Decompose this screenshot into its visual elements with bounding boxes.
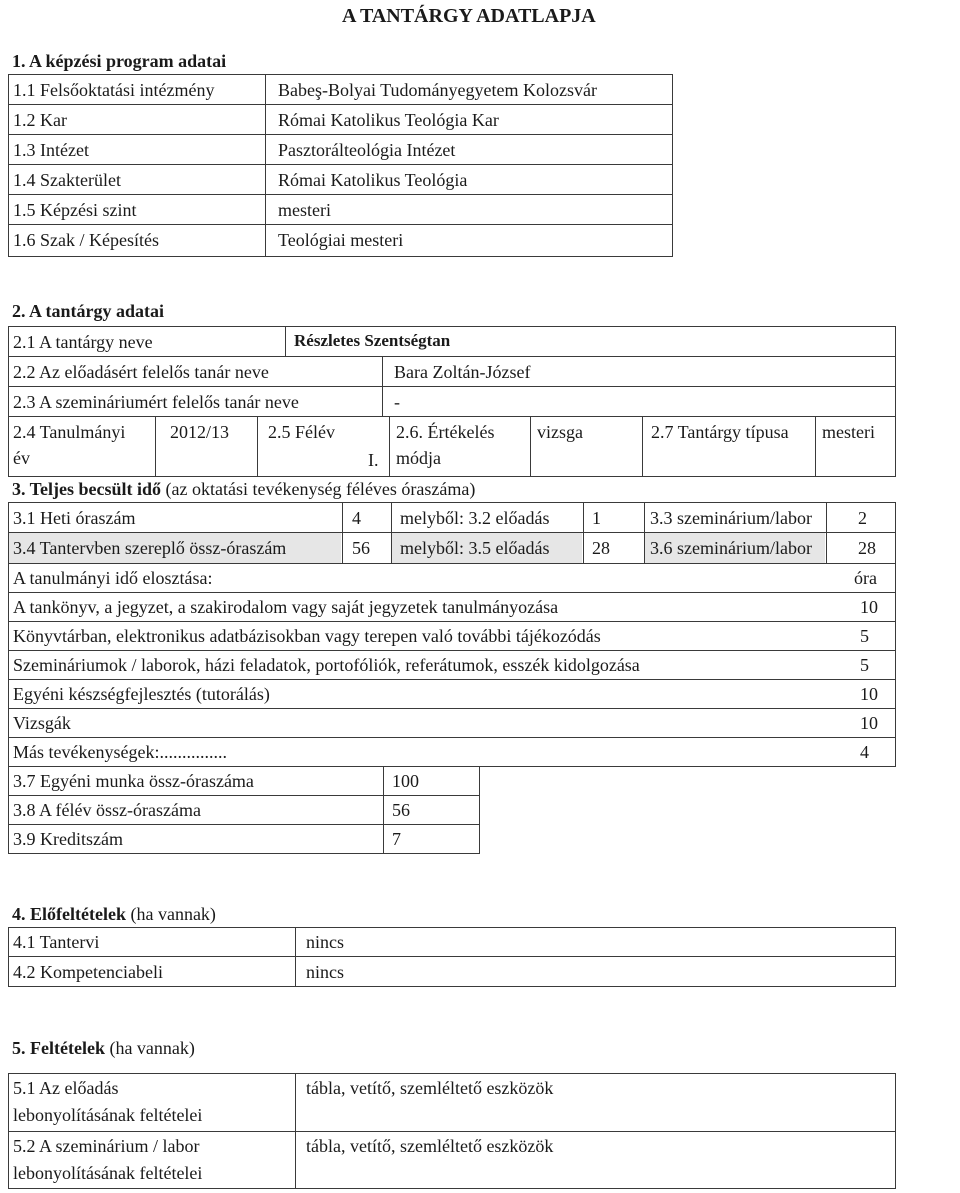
activity-label: Könyvtárban, elektronikus adatbázisokban vagy terepen való további tájékozódás	[13, 626, 601, 646]
section-5-heading-rest: (ha vannak)	[104, 1038, 195, 1058]
s2-name-label: 2.1 A tantárgy neve	[13, 332, 153, 352]
s1-value-program: Teológiai mesteri	[278, 230, 404, 250]
s1-value-level: mesteri	[278, 200, 331, 220]
distribution-label: A tanulmányi idő elosztása:	[13, 568, 213, 588]
condition-label: 5.1 Az előadás	[13, 1078, 119, 1098]
section-4-heading-rest: (ha vannak)	[125, 904, 216, 924]
activity-value: 5	[860, 655, 869, 675]
s2-lecturer-label: 2.2 Az előadásért felelős tanár neve	[13, 362, 269, 382]
s2-eval-label-2: módja	[396, 448, 441, 468]
condition-label-2: lebonyolításának feltételei	[13, 1163, 203, 1183]
total-label: 3.8 A félév össz-óraszáma	[13, 800, 201, 820]
activity-label: Vizsgák	[13, 713, 71, 733]
s1-label-field: 1.4 Szakterület	[13, 170, 121, 190]
s1-label-faculty: 1.2 Kar	[13, 110, 67, 130]
section-3-heading-rest: (az oktatási tevékenység féléves óraszáma)	[161, 479, 476, 499]
condition-value: tábla, vetítő, szemléltető eszközök	[306, 1078, 554, 1098]
s2-eval-value: vizsga	[537, 422, 583, 442]
r31-seminar-value: 2	[858, 508, 867, 528]
s2-eval-label: 2.6. Értékelés	[396, 422, 495, 442]
condition-value: tábla, vetítő, szemléltető eszközök	[306, 1136, 554, 1156]
section-5-heading-bold: 5. Feltételek	[12, 1038, 105, 1058]
total-label: 3.9 Kreditszám	[13, 829, 123, 849]
activity-label: Szemináriumok / laborok, házi feladatok, portofóliók, referátumok, esszék kidolgozása	[13, 655, 640, 675]
s2-type-label: 2.7 Tantárgy típusa	[651, 422, 789, 442]
section-1-heading: 1. A képzési program adatai	[12, 51, 227, 71]
r31-seminar-label: 3.3 szeminárium/labor	[650, 508, 812, 528]
total-label: 3.7 Egyéni munka össz-óraszáma	[13, 771, 254, 791]
s2-year-label: 2.4 Tanulmányi	[13, 422, 126, 442]
s1-value-field: Római Katolikus Teológia	[278, 170, 468, 190]
s1-value-faculty: Római Katolikus Teológia Kar	[278, 110, 499, 130]
s2-type-value: mesteri	[822, 422, 875, 442]
page-title: A TANTÁRGY ADATLAPJA	[342, 5, 596, 27]
condition-label-2: lebonyolításának feltételei	[13, 1105, 203, 1125]
activity-value: 10	[860, 684, 878, 704]
prereq-label: 4.1 Tantervi	[13, 932, 100, 952]
section-3-heading	[12, 478, 475, 500]
total-value: 100	[392, 771, 419, 791]
s2-name-value: Részletes Szentségtan	[294, 331, 451, 350]
r31-label: 3.1 Heti óraszám	[13, 508, 136, 528]
r34-seminar-value: 28	[858, 538, 876, 558]
r31-value: 4	[352, 508, 361, 528]
s2-semester-label: 2.5 Félév	[268, 422, 335, 442]
s1-label-level: 1.5 Képzési szint	[13, 200, 137, 220]
activity-label: A tankönyv, a jegyzet, a szakirodalom vagy saját jegyzetek tanulmányozása	[13, 597, 559, 617]
section-4-heading-bold: 4. Előfeltételek	[12, 904, 126, 924]
r31-from-label: melyből: 3.2 előadás	[400, 508, 550, 528]
distribution-unit: óra	[854, 568, 877, 588]
s1-label-institute: 1.3 Intézet	[13, 140, 89, 160]
r34-label: 3.4 Tantervben szereplő össz-óraszám	[13, 538, 287, 558]
activity-value: 10	[860, 597, 878, 617]
s1-value-institute: Pasztorálteológia Intézet	[278, 140, 456, 160]
s2-seminar-value: -	[394, 392, 400, 412]
s1-label-program: 1.6 Szak / Képesítés	[13, 230, 159, 250]
s2-year-label-2: év	[13, 448, 30, 468]
r31-from-value: 1	[592, 508, 601, 528]
section-2-heading: 2. A tantárgy adatai	[12, 301, 165, 321]
activity-label: Egyéni készségfejlesztés (tutorálás)	[13, 684, 270, 704]
s2-seminar-label: 2.3 A szemináriumért felelős tanár neve	[13, 392, 299, 412]
section-4-heading	[12, 903, 216, 925]
s2-lecturer-value: Bara Zoltán-József	[394, 362, 531, 382]
r34-from-value: 28	[592, 538, 610, 558]
activity-value: 4	[860, 742, 869, 762]
s1-value-institution: Babeş-Bolyai Tudományegyetem Kolozsvár	[278, 80, 597, 100]
s2-year-value: 2012/13	[170, 422, 230, 442]
condition-label: 5.2 A szeminárium / labor	[13, 1136, 200, 1156]
activity-value: 10	[860, 713, 878, 733]
activity-label: Más tevékenységek:...............	[13, 742, 227, 762]
section-5-heading	[12, 1037, 195, 1059]
prereq-label: 4.2 Kompetenciabeli	[13, 962, 163, 982]
total-value: 7	[392, 829, 401, 849]
r34-from-label: melyből: 3.5 előadás	[400, 538, 550, 558]
total-value: 56	[392, 800, 410, 820]
section-3-heading-bold: 3. Teljes becsült idő	[12, 479, 162, 499]
r34-seminar-label: 3.6 szeminárium/labor	[650, 538, 812, 558]
activity-value: 5	[860, 626, 869, 646]
prereq-value: nincs	[306, 962, 344, 982]
s1-label-institution: 1.1 Felsőoktatási intézmény	[13, 80, 215, 100]
s2-semester-value: I.	[368, 450, 379, 470]
r34-value: 56	[352, 538, 370, 558]
prereq-value: nincs	[306, 932, 344, 952]
